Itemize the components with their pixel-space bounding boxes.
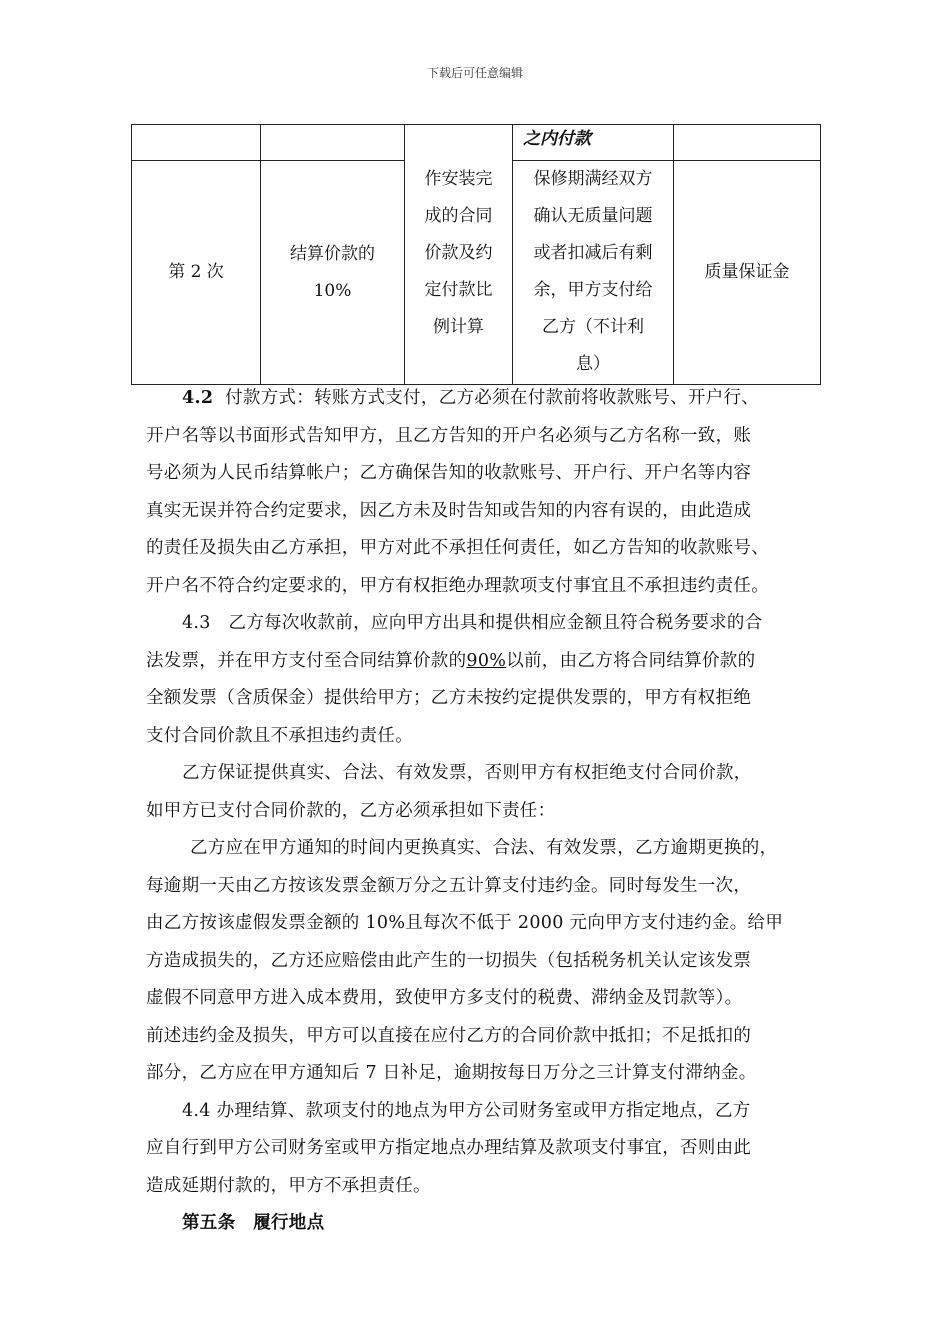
basis-line: 作安装完 (424, 169, 493, 189)
clause-number: 4.2 (182, 388, 214, 408)
payment-condition-tail: 之内付款 (523, 129, 591, 149)
basis-line: 定付款比 (424, 280, 493, 300)
table-cell-basis (405, 125, 513, 385)
paragraph-line: 每逾期一天由乙方按该发票金额万分之五计算支付违约金。同时每发生一次， (146, 875, 752, 896)
condition-line: 余，甲方支付给 (533, 280, 653, 300)
condition-line: 息） (576, 354, 610, 374)
table-cell (674, 125, 821, 161)
payment-ratio-line1: 结算价款的 (290, 243, 375, 264)
payment-type: 质量保证金 (674, 161, 821, 385)
paragraph-line: 号必须为人民币结算帐户；乙方确保告知的收款账号、开户行、开户名等内容 (146, 463, 752, 483)
basis-line: 价款及约 (424, 243, 493, 263)
table-row (132, 125, 821, 161)
condition-line: 乙方（不计利 (542, 317, 644, 337)
table-cell (261, 125, 405, 161)
paragraph-4-4-line1: 4.4 办理结算、款项支付的地点为甲方公司财务室或甲方指定地点，乙方 (182, 1100, 751, 1121)
paragraph-line: 支付合同价款且不承担违约责任。 (146, 725, 413, 746)
payment-condition (513, 161, 674, 385)
paragraph-text: 法发票，并在甲方支付至合同结算价款的 (146, 650, 467, 671)
paragraph-guarantee-line1: 乙方保证提供真实、合法、有效发票，否则甲方有权拒绝支付合同价款， (182, 763, 752, 783)
paragraph-text: 以前，由乙方将合同结算价款的 (506, 650, 756, 671)
payment-ratio (261, 161, 405, 385)
article-5-title: 第五条 履行地点 (182, 1213, 325, 1233)
underlined-percent: 90% (466, 650, 507, 671)
paragraph-line: 前述违约金及损失，甲方可以直接在应付乙方的合同价款中抵扣；不足抵扣的 (146, 1025, 752, 1046)
paragraph-line: 如甲方已支付合同价款的，乙方必须承担如下责任： (146, 800, 556, 821)
condition-line: 或者扣减后有剩 (533, 243, 653, 263)
page-header-note: 下载后可任意编辑 (426, 66, 523, 80)
table-cell (132, 125, 261, 161)
paragraph-line: 造成延期付款的，甲方不承担责任。 (146, 1175, 431, 1196)
condition-line: 保修期满经双方 (533, 169, 653, 189)
paragraph-line: 开户名等以书面形式告知甲方，且乙方告知的开户名必须与乙方名称一致，账 (146, 425, 752, 446)
paragraph-line: 部分，乙方应在甲方通知后 7 日补足，逾期按每日万分之三计算支付滞纳金。 (146, 1063, 757, 1083)
paragraph-line: 开户名不符合约定要求的，甲方有权拒绝办理款项支付事宜且不承担违约责任。 (146, 575, 769, 596)
paragraph-replace-line1: 乙方应在甲方通知的时间内更换真实、合法、有效发票，乙方逾期更换的， (190, 838, 778, 858)
paragraph-line: 全额发票（含质保金）提供给甲方；乙方未按约定提供发票的，甲方有权拒绝 (146, 688, 752, 708)
payment-table (131, 124, 821, 385)
paragraph-4-3-line2 (146, 643, 811, 681)
paragraph-4-3-line1: 4.3 乙方每次收款前，应向甲方出具和提供相应金额且符合税务要求的合 (182, 613, 763, 633)
paragraph-line: 的责任及损失由乙方承担，甲方对此不承担任何责任，如乙方告知的收款账号、 (146, 538, 769, 558)
paragraph-text: 付款方式：转账方式支付，乙方必须在付款前将收款账号、开户行、 (225, 388, 760, 408)
installment-label: 第 2 次 (132, 161, 261, 385)
paragraph-line: 应自行到甲方公司财务室或甲方指定地点办理结算及款项支付事宜，否则由此 (146, 1138, 752, 1158)
paragraph-line: 由乙方按该虚假发票金额的 10%且每次不低于 2000 元向甲方支付违约金。给甲 (146, 913, 784, 933)
paragraph-line: 虚假不同意甲方进入成本费用，致使甲方多支付的税费、滞纳金及罚款等）。 (146, 988, 743, 1008)
paragraph-4-2-line1 (146, 380, 811, 418)
paragraph-line: 方造成损失的，乙方还应赔偿由此产生的一切损失（包括税务机关认定该发票 (146, 950, 752, 971)
basis-line: 成的合同 (424, 206, 493, 226)
payment-ratio-line2: 10% (313, 280, 352, 301)
condition-line: 确认无质量问题 (533, 206, 653, 226)
table-cell (513, 125, 674, 161)
document-body (146, 380, 811, 1243)
paragraph-line: 真实无误并符合约定要求，因乙方未及时告知或告知的内容有误的，由此造成 (146, 500, 752, 521)
basis-line: 例计算 (433, 317, 484, 337)
